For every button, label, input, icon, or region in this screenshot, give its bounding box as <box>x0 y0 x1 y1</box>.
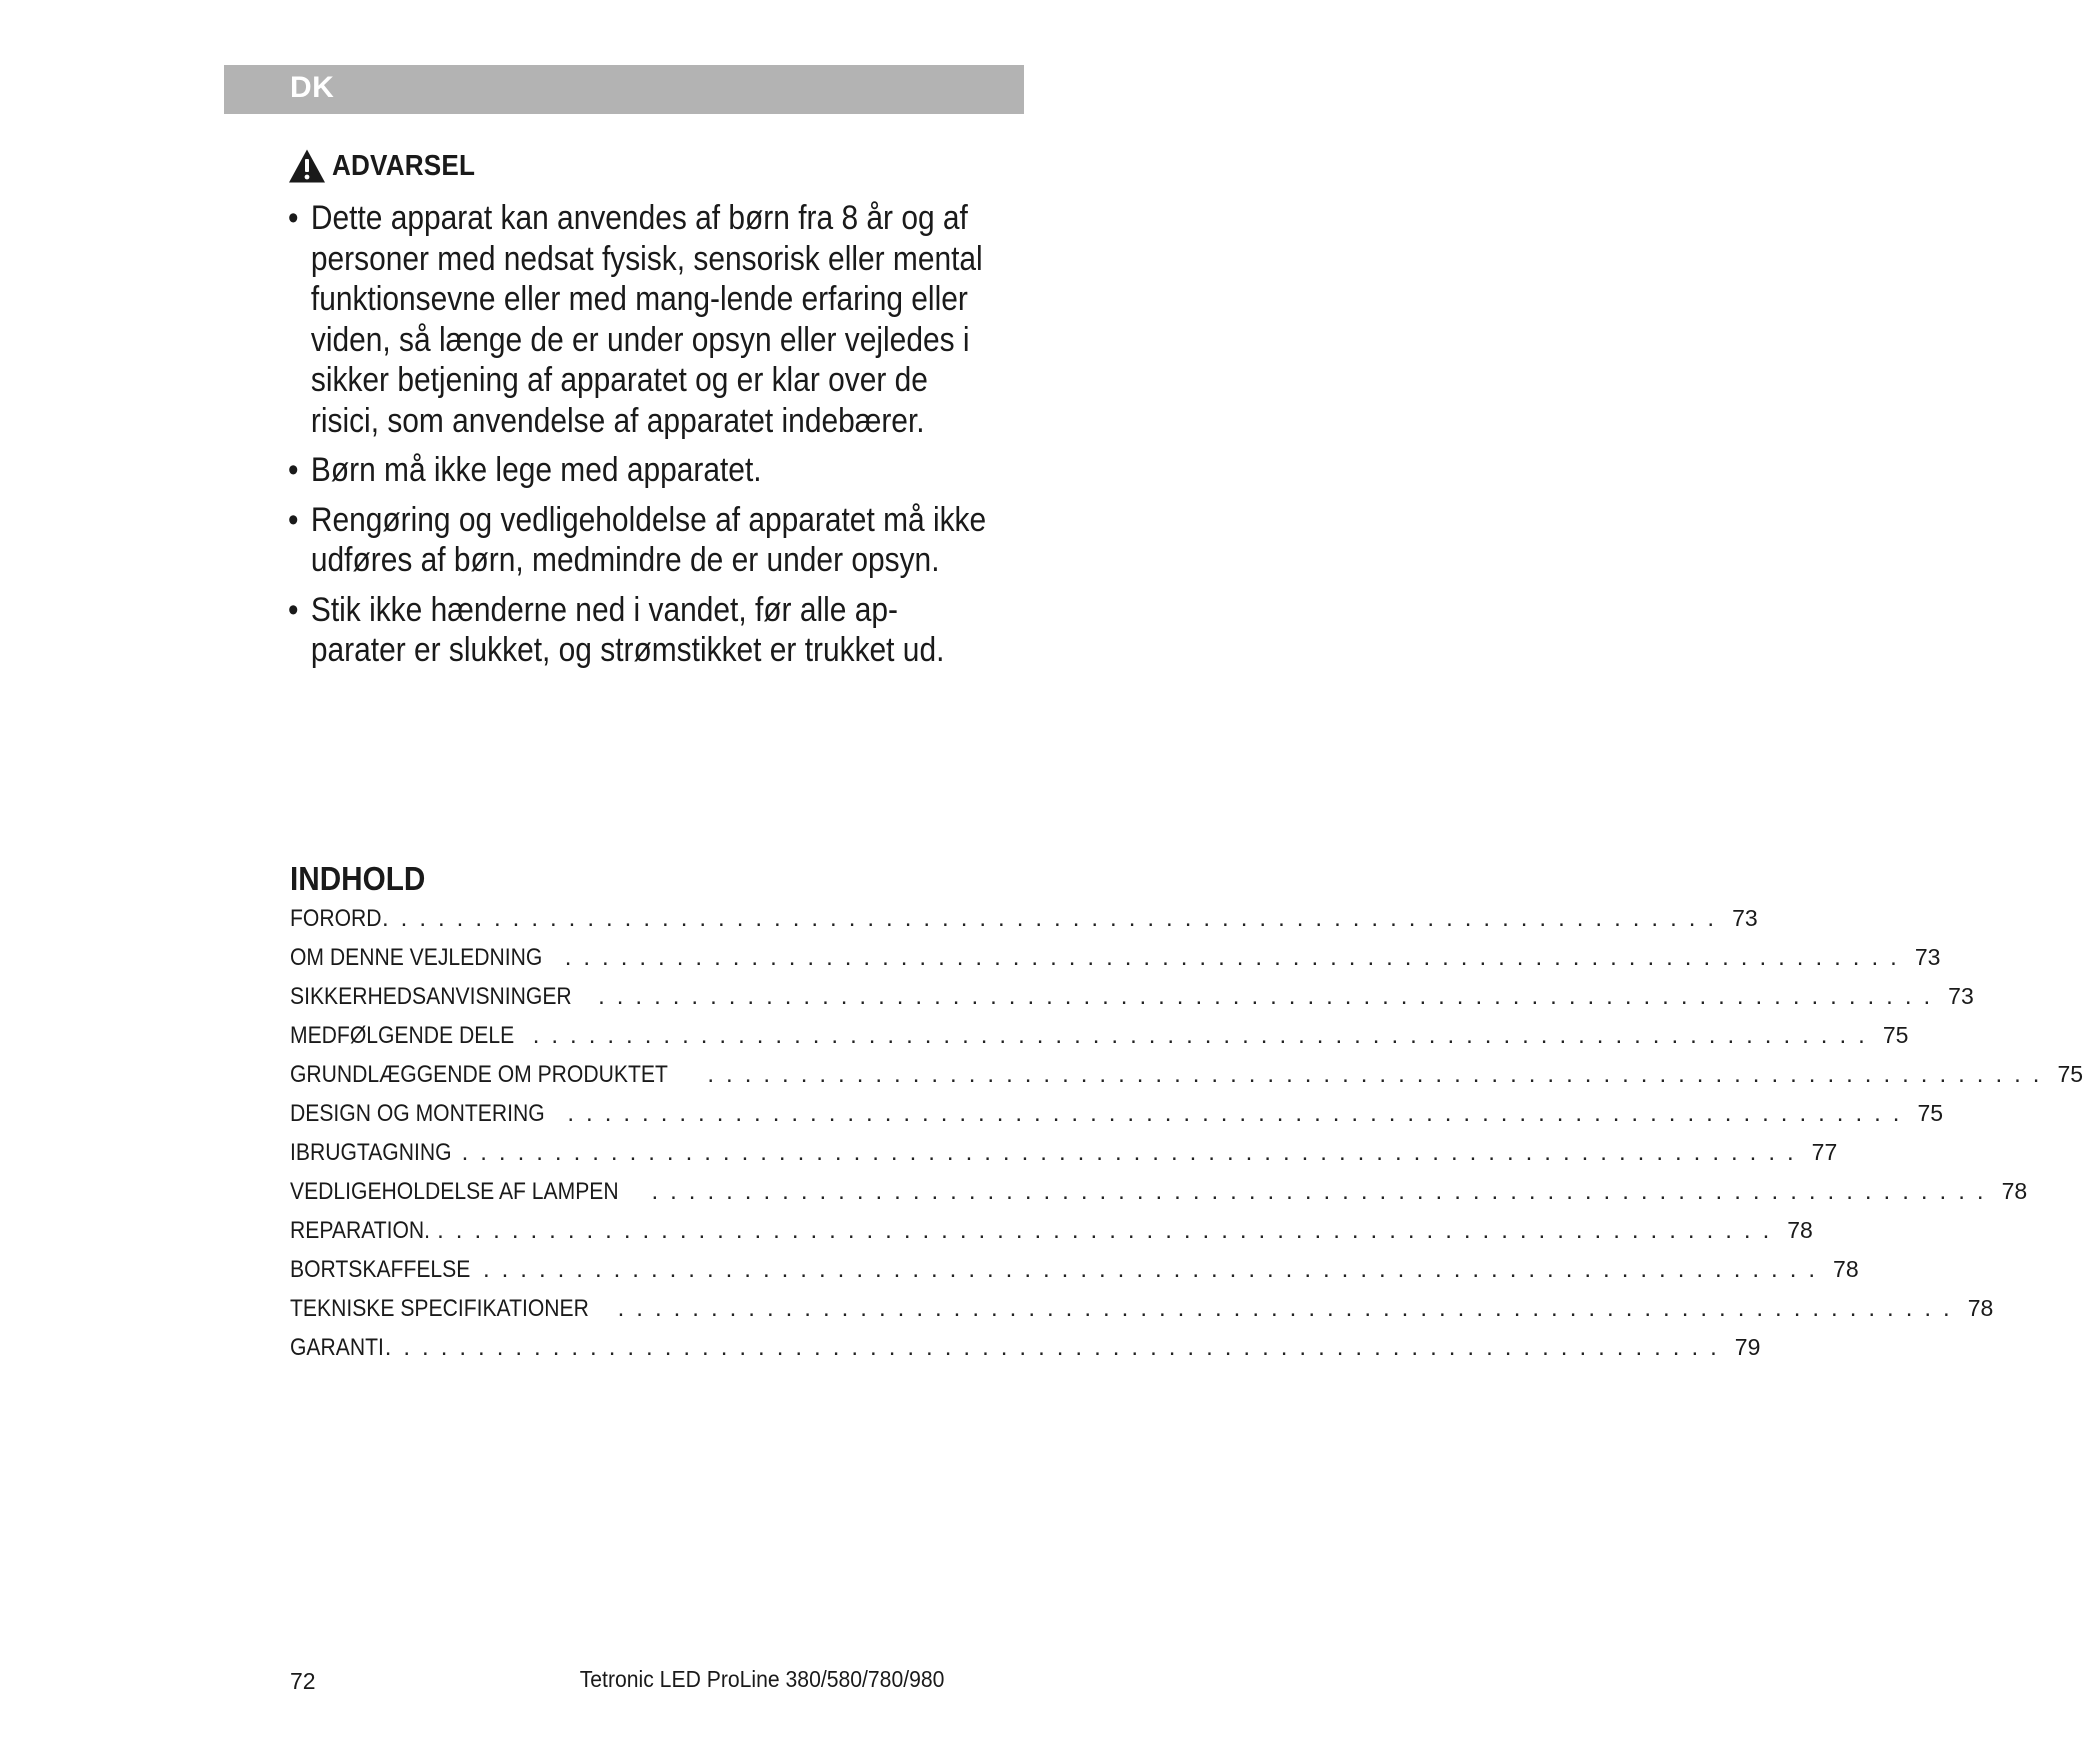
toc-entry-label: GARANTI <box>290 1334 384 1361</box>
toc-entry[interactable] <box>290 1061 2083 1100</box>
toc-entry[interactable] <box>290 944 1941 983</box>
warning-item <box>288 198 988 441</box>
toc-leader-dots: ........................................................................ <box>482 1256 1828 1283</box>
toc-entry-page: 75 <box>1917 1100 1944 1126</box>
warning-title: ADVARSEL <box>332 149 476 182</box>
warning-heading <box>288 148 491 184</box>
table-of-contents <box>290 905 2083 1373</box>
warning-item <box>288 450 988 491</box>
toc-entry[interactable] <box>290 1256 1859 1295</box>
toc-entry-label: SIKKERHEDSANVISNINGER <box>290 983 572 1010</box>
toc-entry-page: 73 <box>1914 944 1941 970</box>
toc-leader-dots: ........................................................................ <box>617 1295 1962 1322</box>
toc-leader-dots: ........................................................................ <box>598 983 1943 1010</box>
toc-entry-page: 75 <box>1882 1022 1909 1048</box>
toc-leader-dots: ........................................................................ <box>564 944 1909 971</box>
toc-entry-label: BORTSKAFFELSE <box>290 1256 471 1283</box>
warning-list <box>288 198 987 680</box>
warning-item <box>288 500 988 581</box>
toc-leader-dots: ........................................................................ <box>567 1100 1912 1127</box>
toc-entry[interactable] <box>290 1100 1944 1139</box>
toc-entry-page: 77 <box>1811 1139 1838 1165</box>
toc-entry[interactable] <box>290 905 1758 944</box>
footer-product-name: Tetronic LED ProLine 380/580/780/980 <box>579 1666 944 1692</box>
toc-entry-page: 78 <box>2001 1178 2028 1204</box>
toc-title: INDHOLD <box>290 860 426 897</box>
warning-item-text: Rengøring og vedligeholdelse af apparatet må ikke udføres af børn, medmindre de er under opsyn. <box>310 500 987 579</box>
toc-entry-page: 79 <box>1734 1334 1761 1360</box>
toc-leader-dots: ........................................................................ <box>707 1061 2052 1088</box>
toc-leader-dots: ........................................................................ <box>651 1178 1996 1205</box>
warning-item-text: Dette apparat kan anvendes af børn fra 8 år og af personer med nedsat fysisk, sensorisk eller mental funktionsevne eller med mang-lende erfaring eller viden, så længe de er under opsyn eller vejledes i sikker betjening af apparatet og er klar over de risici, som anvendelse af apparatet indebærer. <box>310 199 983 440</box>
toc-leader-dots: ........................................................................ <box>382 905 1727 932</box>
toc-entry-label: OM DENNE VEJLEDNING <box>290 944 543 971</box>
toc-entry-page: 78 <box>1967 1295 1994 1321</box>
toc-entry-page: 73 <box>1732 905 1758 931</box>
toc-entry-label: DESIGN OG MONTERING <box>290 1100 545 1127</box>
toc-entry[interactable] <box>290 1334 1761 1373</box>
footer-page-number: 72 <box>290 1668 316 1694</box>
toc-entry-page: 73 <box>1948 983 1974 1009</box>
toc-leader-dots: ........................................................................ <box>437 1217 1782 1244</box>
language-code: DK <box>290 71 335 104</box>
toc-entry-label: MEDFØLGENDE DELE <box>290 1022 515 1049</box>
toc-entry-label: IBRUGTAGNING <box>290 1139 452 1166</box>
bullet-dot: • <box>288 590 299 629</box>
toc-entry-page: 78 <box>1787 1217 1813 1243</box>
toc-leader-dots: ........................................................................ <box>384 1334 1729 1361</box>
toc-entry-page: 75 <box>2057 1061 2083 1087</box>
toc-entry-label: FORORD <box>290 905 382 932</box>
bullet-dot: • <box>288 451 299 489</box>
warning-triangle-icon <box>288 148 326 184</box>
toc-entry-page: 78 <box>1833 1256 1859 1282</box>
warning-item-text: Stik ikke hænderne ned i vandet, før alle ap-parater er slukket, og strømstikket er trukket ud. <box>310 590 945 669</box>
warning-item <box>288 590 988 671</box>
toc-entry[interactable] <box>290 1178 2028 1217</box>
bullet-dot: • <box>288 500 299 539</box>
toc-entry-label: REPARATION. <box>290 1217 431 1244</box>
warning-item-text: Børn må ikke lege med apparatet. <box>310 451 762 489</box>
toc-entry[interactable] <box>290 1139 1838 1178</box>
toc-entry[interactable] <box>290 1217 1813 1256</box>
toc-entry-label: GRUNDLÆGGENDE OM PRODUKTET <box>290 1061 668 1088</box>
bullet-dot: • <box>288 199 299 237</box>
toc-entry-label: TEKNISKE SPECIFIKATIONER <box>290 1295 589 1322</box>
toc-entry[interactable] <box>290 1022 1909 1061</box>
toc-entry[interactable] <box>290 1295 1994 1334</box>
toc-entry[interactable] <box>290 983 1974 1022</box>
language-header-bar <box>224 65 1024 114</box>
toc-leader-dots: ........................................................................ <box>532 1022 1877 1049</box>
toc-entry-label: VEDLIGEHOLDELSE AF LAMPEN <box>290 1178 619 1205</box>
toc-leader-dots: ........................................................................ <box>461 1139 1806 1166</box>
